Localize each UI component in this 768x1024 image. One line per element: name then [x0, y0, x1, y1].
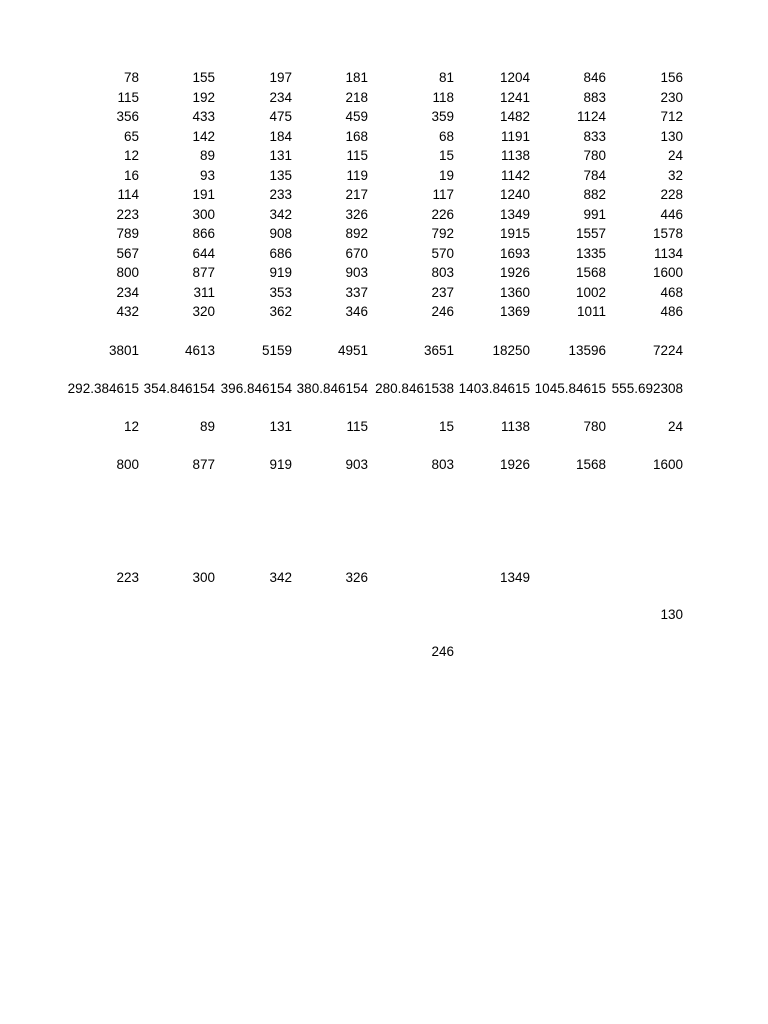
cell-col-4[interactable]: 380.846154: [296, 381, 368, 396]
cell-col-5[interactable]: 118: [432, 90, 454, 105]
cell-col-3[interactable]: 5159: [261, 343, 292, 358]
cell-col-6[interactable]: 1926: [499, 265, 530, 280]
cell-col-7[interactable]: 1124: [576, 109, 606, 124]
cell-col-2[interactable]: 192: [192, 90, 215, 105]
cell-col-5[interactable]: 570: [431, 246, 454, 261]
cell-col-8[interactable]: 1600: [652, 457, 683, 472]
cell-col-3[interactable]: 353: [269, 285, 292, 300]
cell-col-1[interactable]: 223: [116, 570, 139, 585]
cell-col-2[interactable]: 866: [192, 226, 215, 241]
cell-col-1[interactable]: 114: [117, 187, 139, 202]
cell-col-5[interactable]: 117: [432, 187, 454, 202]
data-row-12: [0, 283, 768, 302]
cell-col-7[interactable]: 1011: [576, 304, 606, 319]
data-row-7: [0, 185, 768, 204]
cell-col-1[interactable]: 356: [116, 109, 139, 124]
cell-col-5[interactable]: 246: [431, 644, 454, 659]
cell-col-8[interactable]: 32: [667, 168, 683, 183]
cell-col-2[interactable]: 877: [192, 457, 215, 472]
cell-col-8[interactable]: 228: [660, 187, 683, 202]
cell-col-4[interactable]: 168: [345, 129, 368, 144]
cell-col-4[interactable]: 217: [345, 187, 368, 202]
cell-col-2[interactable]: 4613: [184, 343, 215, 358]
cell-col-2[interactable]: 89: [199, 419, 215, 434]
cell-col-1[interactable]: 292.384615: [67, 381, 139, 396]
cell-col-5[interactable]: 280.8461538: [375, 381, 454, 396]
cell-col-8[interactable]: 446: [660, 207, 683, 222]
cell-col-2[interactable]: 155: [192, 70, 215, 85]
cell-col-4[interactable]: 115: [346, 419, 368, 434]
cell-col-8[interactable]: 1578: [652, 226, 683, 241]
cell-col-1[interactable]: 432: [116, 304, 139, 319]
lookup-row-a: [0, 568, 768, 587]
cell-col-6[interactable]: 1191: [500, 129, 530, 144]
cell-col-8[interactable]: 555.692308: [611, 381, 683, 396]
cell-col-7[interactable]: 13596: [568, 343, 606, 358]
cell-col-6[interactable]: 1403.84615: [458, 381, 530, 396]
cell-col-8[interactable]: 24: [667, 419, 683, 434]
cell-col-7[interactable]: 846: [583, 70, 606, 85]
lookup-row-b: [0, 605, 768, 624]
cell-col-5[interactable]: 15: [438, 419, 454, 434]
cell-col-5[interactable]: 81: [438, 70, 454, 85]
cell-col-3[interactable]: 362: [269, 304, 292, 319]
cell-col-6[interactable]: 1142: [500, 168, 530, 183]
cell-col-6[interactable]: 1138: [500, 148, 530, 163]
cell-col-3[interactable]: 342: [269, 207, 292, 222]
cell-col-8[interactable]: 468: [660, 285, 683, 300]
cell-col-3[interactable]: 197: [269, 70, 292, 85]
cell-col-8[interactable]: 486: [660, 304, 683, 319]
cell-col-1[interactable]: 789: [116, 226, 139, 241]
cell-col-1[interactable]: 16: [123, 168, 139, 183]
data-row-11: [0, 263, 768, 282]
cell-col-3[interactable]: 233: [269, 187, 292, 202]
cell-col-3[interactable]: 131: [269, 419, 292, 434]
data-row-5: [0, 146, 768, 165]
data-row-1: [0, 68, 768, 87]
cell-col-1[interactable]: 567: [116, 246, 139, 261]
cell-col-2[interactable]: 320: [192, 304, 215, 319]
cell-col-7[interactable]: 991: [583, 207, 606, 222]
cell-col-7[interactable]: 833: [583, 129, 606, 144]
data-row-8: [0, 205, 768, 224]
cell-col-7[interactable]: 1557: [575, 226, 606, 241]
cell-col-4[interactable]: 181: [345, 70, 368, 85]
cell-col-8[interactable]: 712: [660, 109, 683, 124]
cell-col-6[interactable]: 1926: [499, 457, 530, 472]
data-row-13: [0, 302, 768, 321]
cell-col-5[interactable]: 15: [438, 148, 454, 163]
cell-col-8[interactable]: 7224: [652, 343, 683, 358]
cell-col-7[interactable]: 1002: [575, 285, 606, 300]
cell-col-3[interactable]: 396.846154: [220, 381, 292, 396]
cell-col-1[interactable]: 115: [117, 90, 139, 105]
cell-col-7[interactable]: 784: [583, 168, 606, 183]
cell-col-2[interactable]: 191: [192, 187, 215, 202]
cell-col-7[interactable]: 882: [583, 187, 606, 202]
cell-col-6[interactable]: 1138: [500, 419, 530, 434]
cell-col-3[interactable]: 919: [269, 265, 292, 280]
cell-col-1[interactable]: 12: [123, 148, 139, 163]
min-row: [0, 417, 768, 436]
cell-col-4[interactable]: 4951: [337, 343, 368, 358]
cell-col-2[interactable]: 354.846154: [143, 381, 215, 396]
cell-col-5[interactable]: 19: [438, 168, 454, 183]
cell-col-2[interactable]: 644: [192, 246, 215, 261]
cell-col-6[interactable]: 1369: [499, 304, 530, 319]
cell-col-6[interactable]: 1240: [499, 187, 530, 202]
cell-col-2[interactable]: 311: [193, 285, 215, 300]
cell-col-5[interactable]: 803: [431, 265, 454, 280]
cell-col-1[interactable]: 234: [116, 285, 139, 300]
cell-col-6[interactable]: 1349: [499, 570, 530, 585]
cell-col-2[interactable]: 433: [192, 109, 215, 124]
cell-col-4[interactable]: 346: [345, 304, 368, 319]
cell-col-2[interactable]: 93: [199, 168, 215, 183]
cell-col-3[interactable]: 184: [269, 129, 292, 144]
cell-col-7[interactable]: 1335: [575, 246, 606, 261]
cell-col-5[interactable]: 226: [431, 207, 454, 222]
cell-col-8[interactable]: 130: [660, 607, 683, 622]
max-row: [0, 455, 768, 474]
cell-col-8[interactable]: 230: [660, 90, 683, 105]
cell-col-1[interactable]: 3801: [108, 343, 139, 358]
cell-col-6[interactable]: 1693: [499, 246, 530, 261]
cell-col-7[interactable]: 1045.84615: [534, 381, 606, 396]
cell-col-7[interactable]: 883: [583, 90, 606, 105]
cell-col-6[interactable]: 1349: [499, 207, 530, 222]
cell-col-2[interactable]: 300: [192, 207, 215, 222]
data-row-2: [0, 88, 768, 107]
cell-col-4[interactable]: 218: [345, 90, 368, 105]
cell-col-4[interactable]: 903: [345, 457, 368, 472]
cell-col-5[interactable]: 246: [431, 304, 454, 319]
data-row-10: [0, 244, 768, 263]
cell-col-4[interactable]: 119: [346, 168, 368, 183]
cell-col-5[interactable]: 792: [431, 226, 454, 241]
data-row-3: [0, 107, 768, 126]
cell-col-1[interactable]: 78: [123, 70, 139, 85]
lookup-row-c: [0, 642, 768, 661]
cell-col-1[interactable]: 65: [123, 129, 139, 144]
cell-col-7[interactable]: 780: [583, 148, 606, 163]
cell-col-1[interactable]: 223: [116, 207, 139, 222]
cell-col-3[interactable]: 686: [269, 246, 292, 261]
cell-col-5[interactable]: 237: [431, 285, 454, 300]
cell-col-3[interactable]: 342: [269, 570, 292, 585]
cell-col-4[interactable]: 337: [345, 285, 368, 300]
cell-col-5[interactable]: 803: [431, 457, 454, 472]
cell-col-3[interactable]: 919: [269, 457, 292, 472]
cell-col-2[interactable]: 300: [192, 570, 215, 585]
cell-col-3[interactable]: 908: [269, 226, 292, 241]
cell-col-6[interactable]: 1915: [499, 226, 530, 241]
cell-col-7[interactable]: 1568: [575, 457, 606, 472]
sum-row: [0, 341, 768, 360]
average-row: [0, 379, 768, 398]
cell-col-8[interactable]: 130: [660, 129, 683, 144]
cell-col-6[interactable]: 1241: [499, 90, 530, 105]
cell-col-7[interactable]: 780: [583, 419, 606, 434]
cell-col-5[interactable]: 359: [431, 109, 454, 124]
cell-col-4[interactable]: 903: [345, 265, 368, 280]
cell-col-7[interactable]: 1568: [575, 265, 606, 280]
cell-col-4[interactable]: 670: [345, 246, 368, 261]
cell-col-3[interactable]: 234: [269, 90, 292, 105]
cell-col-6[interactable]: 1360: [499, 285, 530, 300]
cell-col-2[interactable]: 877: [192, 265, 215, 280]
cell-col-1[interactable]: 800: [116, 457, 139, 472]
cell-col-8[interactable]: 1600: [652, 265, 683, 280]
cell-col-2[interactable]: 89: [199, 148, 215, 163]
cell-col-5[interactable]: 68: [438, 129, 454, 144]
cell-col-1[interactable]: 800: [116, 265, 139, 280]
cell-col-3[interactable]: 135: [269, 168, 292, 183]
cell-col-5[interactable]: 3651: [423, 343, 454, 358]
cell-col-8[interactable]: 1134: [653, 246, 683, 261]
data-row-4: [0, 127, 768, 146]
cell-col-4[interactable]: 892: [345, 226, 368, 241]
cell-col-8[interactable]: 156: [660, 70, 683, 85]
cell-col-4[interactable]: 115: [346, 148, 368, 163]
cell-col-3[interactable]: 131: [269, 148, 292, 163]
cell-col-4[interactable]: 326: [345, 570, 368, 585]
cell-col-2[interactable]: 142: [192, 129, 215, 144]
cell-col-6[interactable]: 1204: [499, 70, 530, 85]
cell-col-6[interactable]: 18250: [492, 343, 530, 358]
cell-col-4[interactable]: 326: [345, 207, 368, 222]
cell-col-6[interactable]: 1482: [499, 109, 530, 124]
cell-col-4[interactable]: 459: [345, 109, 368, 124]
data-row-6: [0, 166, 768, 185]
cell-col-8[interactable]: 24: [667, 148, 683, 163]
cell-col-3[interactable]: 475: [269, 109, 292, 124]
data-row-9: [0, 224, 768, 243]
cell-col-1[interactable]: 12: [123, 419, 139, 434]
